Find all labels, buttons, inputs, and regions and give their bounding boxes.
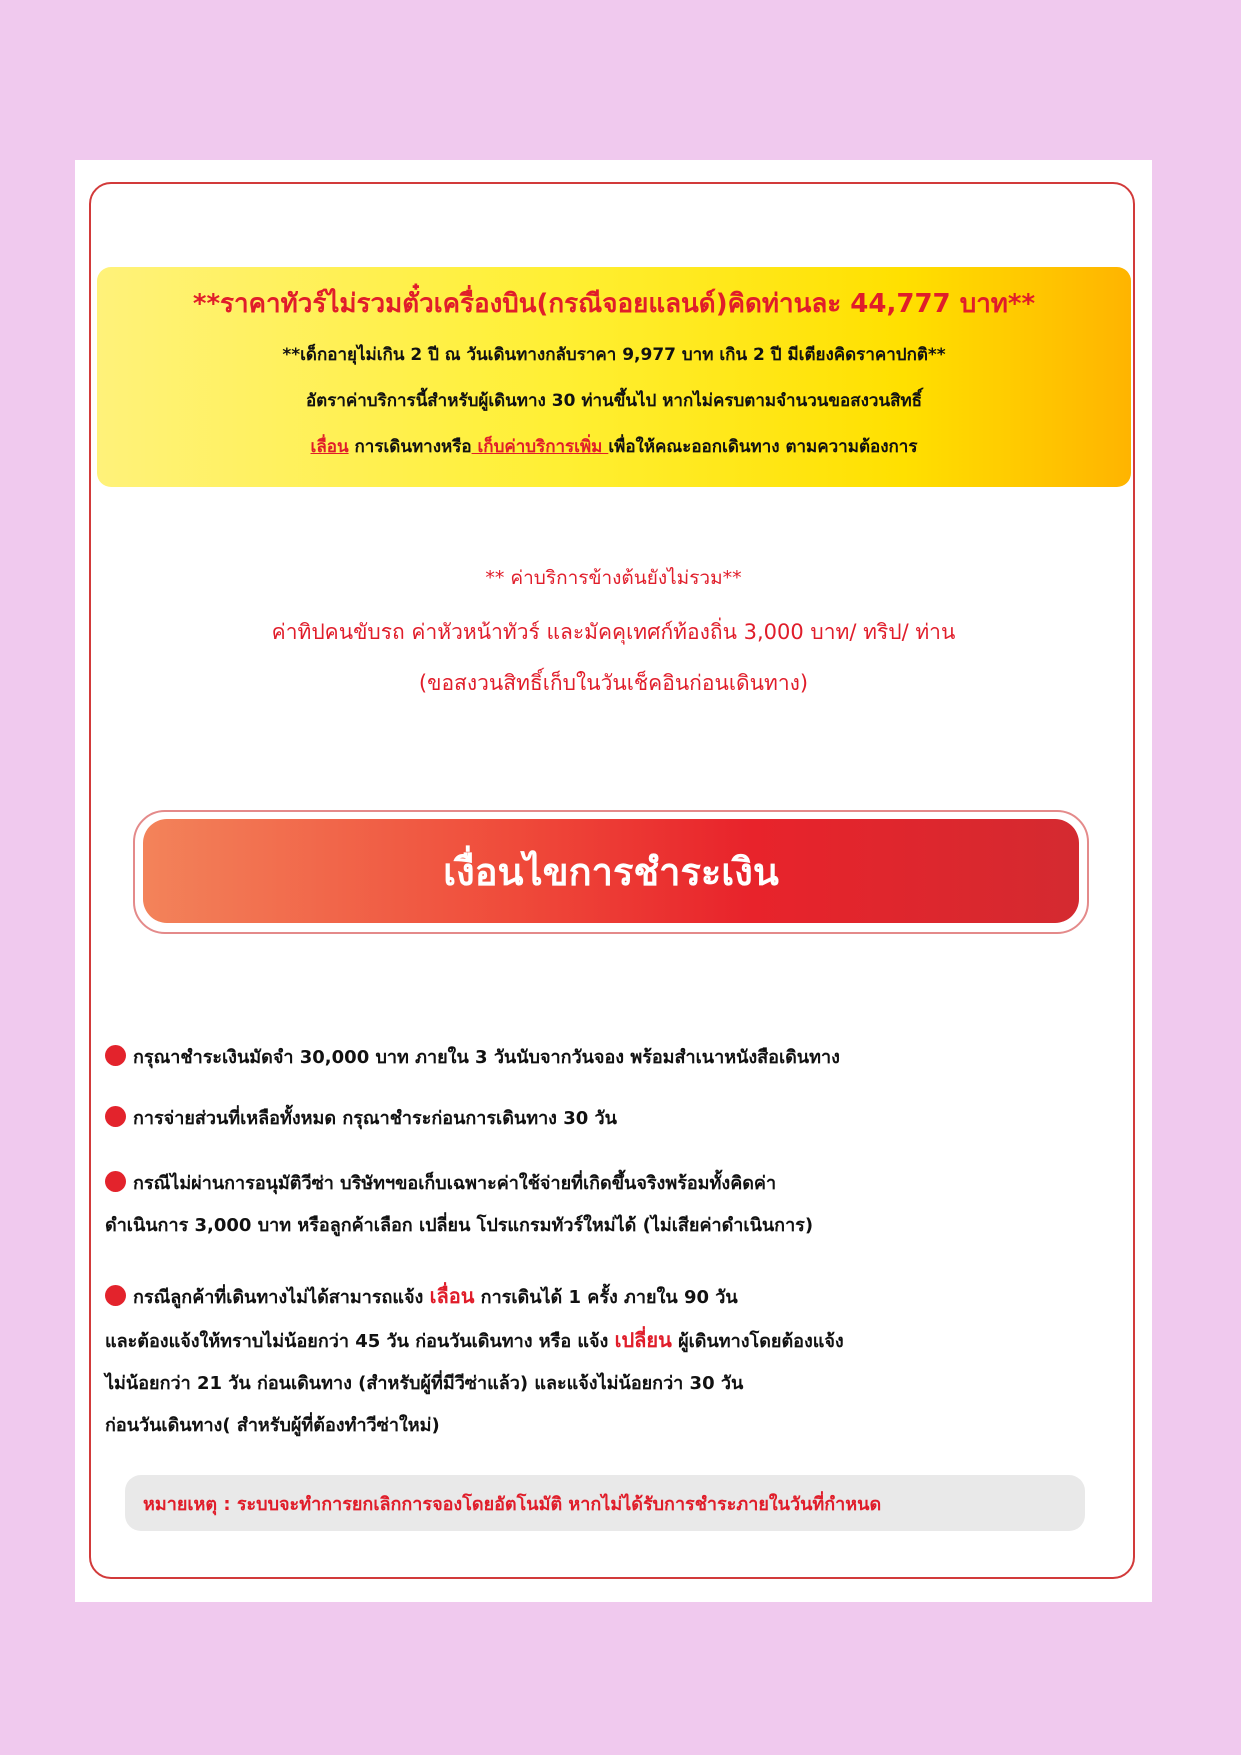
- term-balance-text: การจ่ายส่วนที่เหลือทั้งหมด กรุณาชำระก่อนการเดินทาง 30 วัน: [133, 1108, 617, 1129]
- term-deposit-text: กรุณาชำระเงินมัดจำ 30,000 บาท ภายใน 3 วันนับจากวันจอง พร้อมสำเนาหนังสือเดินทาง: [133, 1047, 840, 1068]
- excluded-title: ** ค่าบริการข้างต้นยังไม่รวม**: [485, 567, 742, 589]
- term-visa-line-1: กรณีไม่ผ่านการอนุมัติวีซ่า บริษัทฯขอเก็บเฉพาะค่าใช้จ่ายที่เกิดขึ้นจริงพร้อมทั้งคิดค่า: [133, 1173, 777, 1194]
- postpone-emphasis: เลื่อน: [429, 1284, 475, 1308]
- bullet-dot-icon: [105, 1106, 126, 1127]
- conditions-sheet: [75, 160, 1152, 1602]
- tips-fee-note: (ขอสงวนสิทธิ์เก็บในวันเช็คอินก่อนเดินทาง): [418, 671, 809, 695]
- postpone-mid-text: การเดินทางหรือ: [348, 437, 472, 457]
- term-deposit: [105, 1037, 1125, 1079]
- child-price-line: **เด็กอายุไม่เกิน 2 ปี ณ วันเดินทางกลับราคา 9,977 บาท เกิน 2 ปี มีเตียงคิดราคาปกติ**: [282, 345, 946, 365]
- term-visa-line-2: ดำเนินการ 3,000 บาท หรือลูกค้าเลือก เปลี่ยน โปรแกรมทัวร์ใหม่ได้ (ไม่เสียค่าดำเนินการ): [105, 1215, 814, 1236]
- postpone-term: เลื่อน: [310, 437, 349, 457]
- postpone-line: [97, 433, 1131, 460]
- term-change-line-4: ก่อนวันเดินทาง( สำหรับผู้ที่ต้องทำวีซ่าใหม่): [105, 1415, 440, 1436]
- term-change-line-3: ไม่น้อยกว่า 21 วัน ก่อนเดินทาง (สำหรับผู้ที่มีวีซ่าแล้ว) และแจ้งไม่น้อยกว่า 30 วัน: [105, 1373, 744, 1394]
- term-change-line-1c: การเดินได้ 1 ครั้ง ภายใน 90 วัน: [474, 1287, 738, 1308]
- auto-cancel-note-text: หมายเหตุ : ระบบจะทำการยกเลิกการจองโดยอัตโนมัติ หากไม่ได้รับการชำระภายในวันที่กำหนด: [143, 1493, 882, 1515]
- payment-banner-title: เงื่อนไขการชำระเงิน: [443, 849, 779, 894]
- payment-banner: [133, 810, 1089, 934]
- term-change: [105, 1275, 1125, 1447]
- bullet-dot-icon: [105, 1045, 126, 1066]
- price-info-box: [97, 267, 1131, 487]
- bullet-dot-icon: [105, 1285, 126, 1306]
- term-change-line-1a: กรณีลูกค้าที่เดินทางไม่ได้สามารถแจ้ง: [133, 1287, 430, 1308]
- bullet-dot-icon: [105, 1171, 126, 1192]
- term-change-line-2c: ผู้เดินทางโดยต้องแจ้ง: [671, 1331, 844, 1352]
- minimum-passenger-line: อัตราค่าบริการนี้สำหรับผู้เดินทาง 30 ท่านขึ้นไป หากไม่ครบตามจำนวนขอสงวนสิทธิ์: [305, 391, 923, 411]
- term-visa: [105, 1163, 1125, 1247]
- term-balance: [105, 1098, 1125, 1140]
- term-change-line-2a: และต้องแจ้งให้ทราบไม่น้อยกว่า 45 วัน ก่อนวันเดินทาง หรือ แจ้ง: [105, 1331, 615, 1352]
- auto-cancel-note: [125, 1475, 1085, 1531]
- payment-banner-fill: [143, 819, 1079, 923]
- postpone-tail-text: เพื่อให้คณะออกเดินทาง ตามความต้องการ: [608, 437, 918, 457]
- tips-fee-line: ค่าทิปคนขับรถ ค่าหัวหน้าทัวร์ และมัคคุเทศก์ท้องถิ่น 3,000 บาท/ ทริป/ ท่าน: [271, 620, 956, 644]
- change-emphasis: เปลี่ยน: [614, 1328, 672, 1352]
- price-headline: **ราคาทัวร์ไม่รวมตั๋วเครื่องบิน(กรณีจอยแลนด์)คิดท่านละ 44,777 บาท**: [192, 289, 1036, 319]
- extra-fee-term: เก็บค่าบริการเพิ่ม: [471, 437, 609, 457]
